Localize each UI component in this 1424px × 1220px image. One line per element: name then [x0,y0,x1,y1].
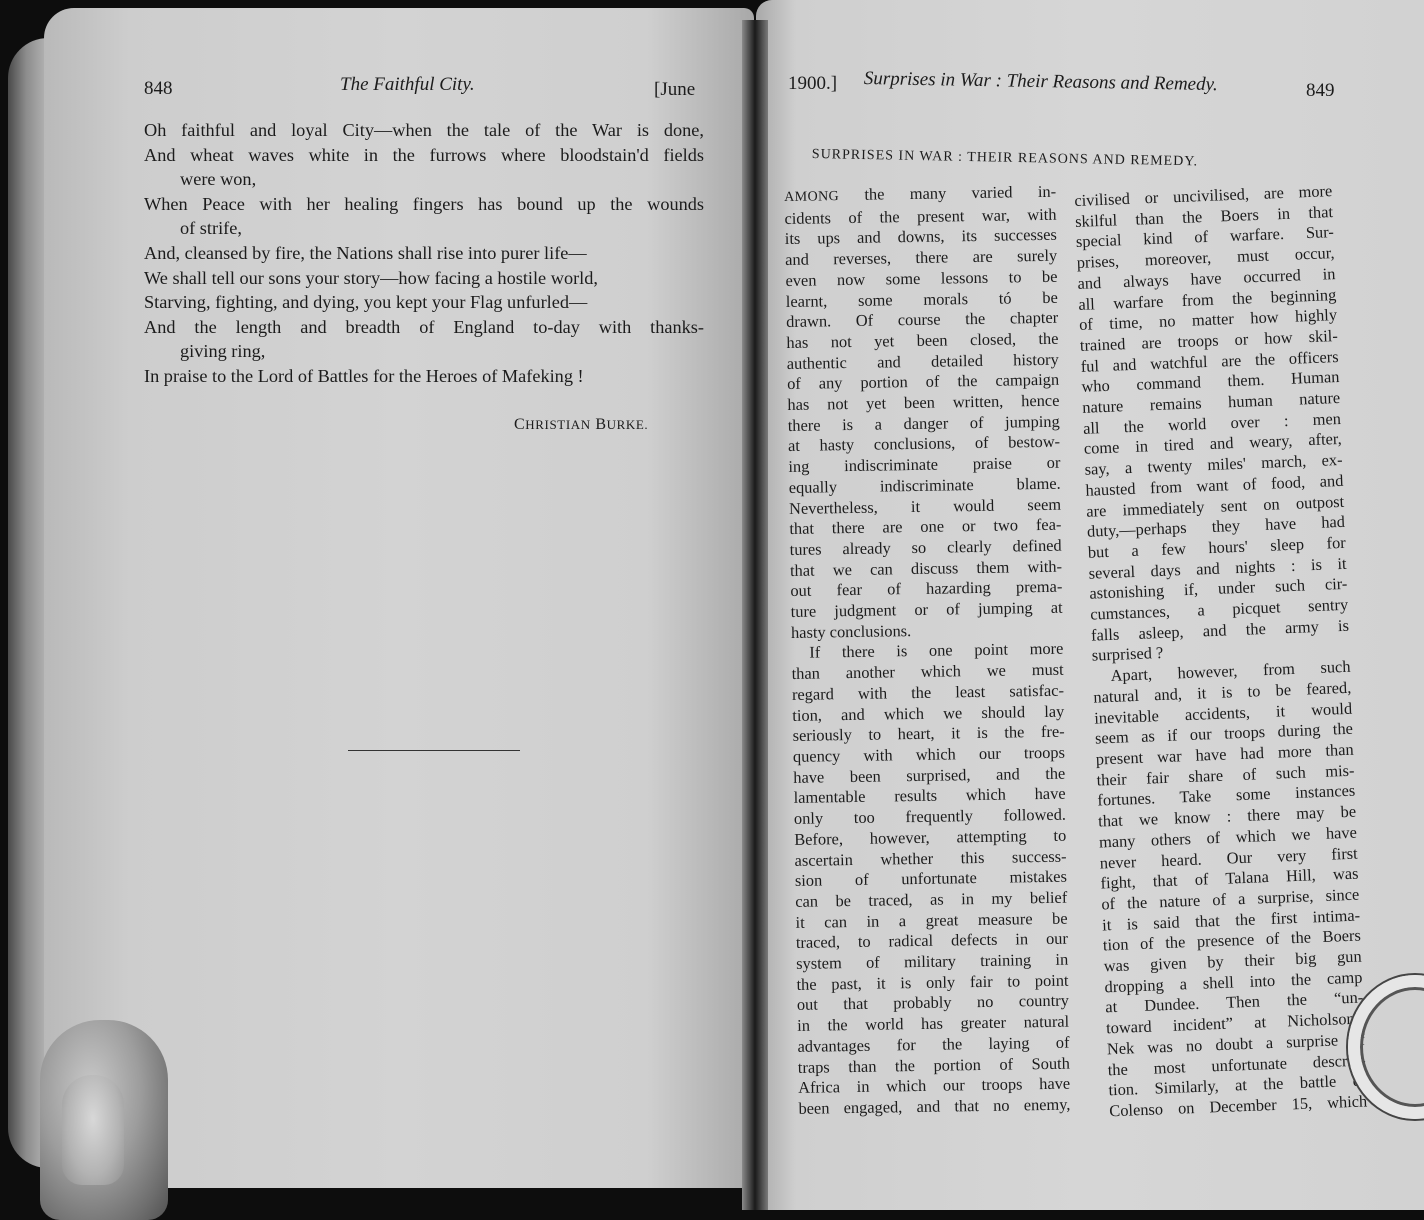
book-gutter [742,20,768,1210]
column-line: tion, and which we should lay [792,701,1065,725]
column-line: never heard. Our very first [1099,843,1358,872]
column-line: than another which we must [791,659,1064,684]
column-line: who command them. Human [1081,367,1340,397]
column-line: their fair share of such mis- [1096,760,1355,790]
column-line: If there is one point more [809,639,1064,663]
column-line: at hasty conclusions, of bestow- [787,432,1061,456]
column-line: all the world over : men [1082,408,1342,438]
column-line: only too frequently followed. [793,804,1067,829]
section-divider-rule [348,750,520,751]
column-line: many others of which we have [1098,822,1358,852]
column-line: tion. Similarly, at the battle of [1108,1070,1367,1100]
column-line: it is said that the first intima- [1101,905,1361,935]
right-page-number: 849 [1306,80,1335,101]
column-line: system of military training in [796,949,1069,973]
column-line: even now some lessons to be [785,266,1058,290]
poem-line: In praise to the Lord of Battles for the Heroes of Mafeking ! [144,365,584,386]
column-line: Africa in which our troops have [798,1073,1071,1098]
column-line: seem as if our troops during the [1094,718,1354,748]
left-page-number: 848 [144,78,173,99]
poem-line: of strife, [180,218,242,239]
column-line: that we know : there may be [1097,801,1357,831]
column-line: its ups and downs, its successes [784,225,1057,249]
column-line: natural and, it is to be feared, [1093,677,1352,707]
right-running-title: Surprises in War : Their Reasons and Remedy. [863,68,1218,96]
column-line: present war have had more than [1095,739,1354,769]
poem [144,118,704,389]
column-line: has not yet been closed, the [786,328,1059,352]
poem-line: Starving, fighting, and dying, you kept your Flag unfurled— [144,292,588,313]
column-line: are immediately sent on outpost [1085,491,1345,521]
column-line: have been surprised, and the [793,763,1066,787]
signature-first-rest: HRISTIAN [525,417,591,432]
column-line: ful and watchful are the officers [1080,346,1339,376]
column-line: authentic and detailed history [786,349,1059,373]
column-line: the most unfortunate descrip- [1107,1049,1366,1079]
article-column-left [784,182,1071,1120]
column-line: surprised ? [1091,643,1164,666]
column-line: nature remains human nature [1081,387,1341,417]
column-line: learnt, some morals tó be [785,287,1058,311]
signature-initial: B [595,416,607,433]
column-line: civilised or uncivilised, are more [1074,181,1333,210]
column-line: fortunes. Take some instances [1097,781,1356,810]
column-line: duty,—perhaps they have had [1086,512,1346,541]
opening-caps: AMONG [784,189,840,205]
left-running-title: The Faithful City. [340,74,475,95]
column-line: at Dundee. Then the “un- [1104,987,1364,1017]
column-line: has not yet been written, hence [787,390,1060,415]
column-line: there is a danger of jumping [787,411,1060,435]
column-line: cidents of the present war, with [784,204,1057,228]
column-line: can be traced, as in my belief [795,887,1068,911]
column-line: and always have occurred in [1077,263,1336,293]
column-line: sion of unfortunate mistakes [794,866,1068,891]
column-line: but a few hours' sleep for [1087,532,1347,562]
poem-line: Oh faithful and loyal City—when the tale of the War is done, [144,120,704,140]
poem-line: And wheat waves white in the furrows where bloodstain'd fields [144,144,704,165]
left-running-date: [June [654,79,696,100]
column-line: traced, to radical defects in our [795,928,1069,953]
poem-signature [514,416,648,434]
poem-line: We shall tell our sons your story—how facing a hostile world, [144,267,598,288]
column-line: come in tired and weary, after, [1083,429,1343,459]
column-line: prises, moreover, must occur, [1076,243,1335,273]
column-line: Nevertheless, it would seem [788,494,1062,518]
column-line: trained are troops or how skil- [1079,325,1339,355]
column-line: that we can discuss them with- [789,556,1063,580]
column-line: and reverses, there are surely [785,245,1058,270]
column-line: ture judgment or of jumping at [790,597,1063,622]
column-line: advantages for the laying of [797,1032,1070,1056]
column-line: regard with the least satisfac- [791,680,1065,704]
column-line: drawn. Of course the chapter [785,307,1059,332]
poem-line: And, cleansed by fire, the Nations shall rise into purer life— [144,242,587,263]
column-line: been engaged, and that no enemy, [798,1094,1071,1118]
column-line: inevitable accidents, it would [1093,698,1353,728]
column-line: dropping a shell into the camp [1104,967,1363,997]
column-line: hausted from want of food, and [1085,470,1344,500]
column-line: lamentable results which have [793,784,1066,808]
column-line: tion of the presence of the Boers [1102,925,1362,955]
column-line: special kind of warfare. Sur- [1075,222,1335,252]
column-line: was given by their big gun [1103,946,1362,976]
column-line: all warfare from the beginning [1077,284,1337,314]
column-line: out fear of hazarding prema- [790,577,1063,601]
column-line: of the nature of a surprise, since [1101,884,1360,914]
column-line: hasty conclusions. [790,620,912,642]
column-line: skilful than the Boers in that [1074,201,1334,231]
column-line: tures already so clearly defined [789,535,1062,559]
column-line: toward incident” at Nicholson's [1105,1008,1365,1038]
column-line: cumstances, a picquet sentry [1089,594,1349,624]
column-line: fight, that of Talana Hill, was [1100,863,1359,893]
column-line: of time, no matter how highly [1078,305,1338,335]
column-line: equally indiscriminate blame. [788,473,1061,497]
poem-line: giving ring, [180,341,266,362]
column-line: quency with which our troops [792,742,1066,766]
column-line-text: the many varied in- [838,181,1057,205]
thumb-nail [62,1075,124,1185]
column-line: the past, it is only fair to point [796,970,1069,994]
column-line: out that probably no country [796,991,1069,1015]
poem-line: were won, [180,169,257,190]
signature-initial: C [514,416,526,433]
column-line: in the world has greater natural [797,1011,1070,1036]
column-line: Before, however, attempting to [794,825,1067,849]
poem-line: And the length and breadth of England to-day with thanks- [144,316,704,337]
column-line: of any portion of the campaign [786,370,1060,394]
poem-line: When Peace with her healing fingers has bound up the wounds [144,193,704,214]
column-line: ascertain whether this success- [794,846,1067,870]
column-line: it can in a great measure be [795,908,1068,932]
column-line: say, a twenty miles' march, ex- [1084,450,1343,479]
column-line: Apart, however, from such [1110,656,1351,686]
signature-last-rest: URKE. [606,417,649,432]
column-line: Nek was no doubt a surprise of [1106,1029,1366,1059]
column-line: traps than the portion of South [797,1053,1070,1077]
article-column-right [1074,181,1368,1122]
column-line: falls asleep, and the army is [1090,615,1350,645]
right-running-year: 1900.] [788,73,838,94]
column-line: ing indiscriminate praise or [788,452,1061,477]
column-line: Colenso on December 15, which [1108,1091,1368,1121]
article-title: SURPRISES IN WAR : THEIR REASONS AND REMEDY. [811,147,1199,170]
column-line: astonishing if, under such cir- [1089,574,1348,604]
column-line: seriously to heart, it is the fre- [792,721,1065,746]
column-line: that there are one or two fea- [789,514,1062,539]
column-line: several days and nights : is it [1088,553,1347,583]
